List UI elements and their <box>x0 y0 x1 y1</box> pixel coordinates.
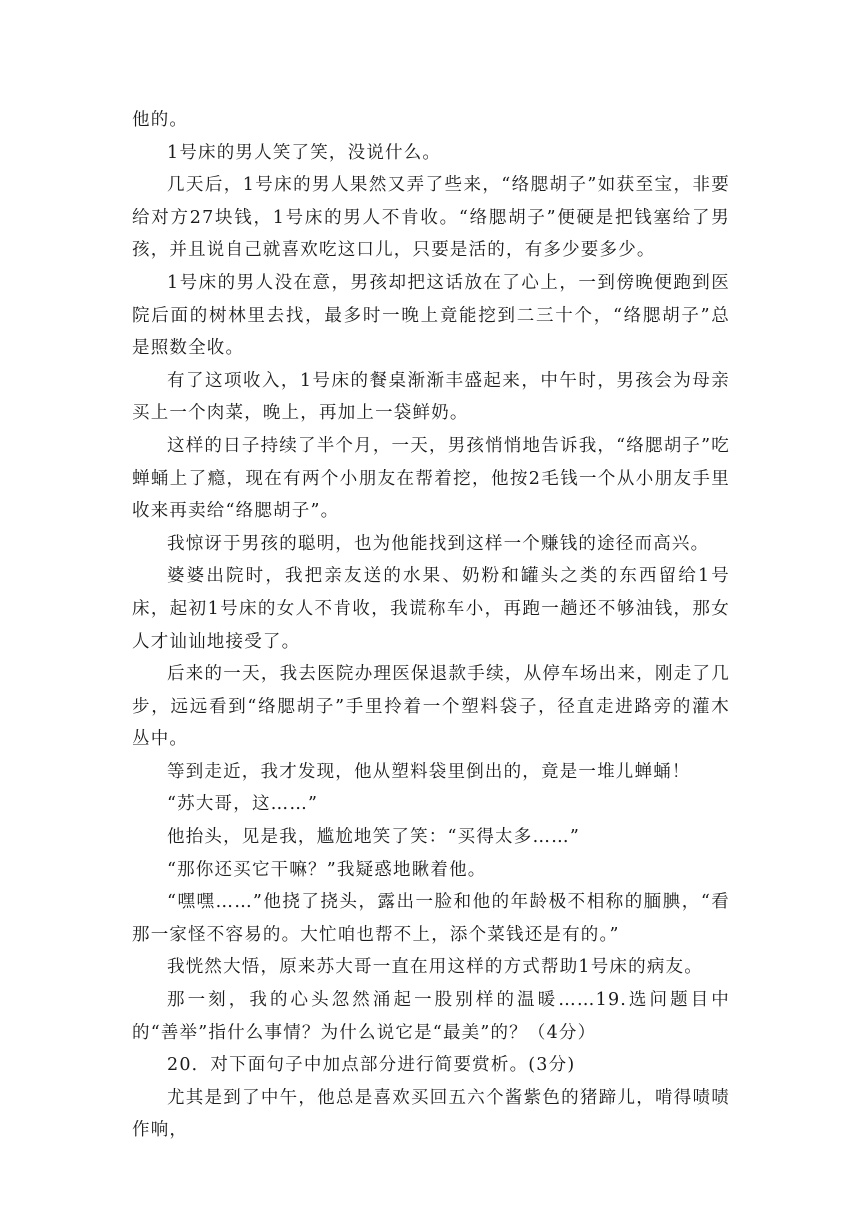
quoted-sentence: 尤其是到了中午，他总是喜欢买回五六个酱紫色的猪蹄儿，啃得啧啧作响， <box>132 1087 730 1141</box>
paragraph: 他抬头，见是我，尴尬地笑了笑：“买得太多……” <box>167 827 580 848</box>
question-paragraph: 那一刻，我的心头忽然涌起一股别样的温暖……19.选问题目中的“善举”指什么事情？为什么说它是“最美”的？（4分） <box>132 990 730 1043</box>
paragraph: “嘿嘿……”他挠了挠头，露出一脸和他的年龄极不相称的腼腆，“看那一家怪不容易的。大忙咱也帮不上，添个菜钱还是有的。” <box>132 892 730 945</box>
paragraph: “苏大哥，这……” <box>167 794 319 815</box>
paragraph: 1号床的男人笑了笑，没说什么。 <box>167 142 442 163</box>
paragraph: 他的。 <box>132 110 189 130</box>
paragraph: “那你还买它干嘛？”我疑惑地瞅着他。 <box>167 859 487 880</box>
paragraph: 几天后，1号床的男人果然又弄了些来，“络腮胡子”如获至宝，非要给对方27块钱，1号床的男人不肯收。“络腮胡子”便硬是把钱塞给了男孩，并且说自己就喜欢吃这口儿，只要是活的，有多少要多少。 <box>132 175 730 261</box>
paragraph: 后来的一天，我去医院办理医保退款手续，从停车场出来，刚走了几步，远远看到“络腮胡子”手里拎着一个塑料袋子，径直走进路旁的灌木丛中。 <box>132 664 730 750</box>
paragraph: 这样的日子持续了半个月，一天，男孩悄悄地告诉我，“络腮胡子”吃蝉蛹上了瘾，现在有两个小朋友在帮着挖，他按2毛钱一个从小朋友手里收来再卖给“络腮胡子”。 <box>132 435 730 522</box>
paragraph: 1号床的男人没在意，男孩却把这话放在了心上，一到傍晚便跑到医院后面的树林里去找，最多时一晚上竟能挖到二三十个，“络腮胡子”总是照数全收。 <box>132 272 730 359</box>
paragraph: 有了这项收入，1号床的餐桌渐渐丰盛起来，中午时，男孩会为母亲买上一个肉菜，晚上，再加上一袋鲜奶。 <box>132 370 730 424</box>
paragraph: 婆婆出院时，我把亲友送的水果、奶粉和罐头之类的东西留给1号床，起初1号床的女人不肯收，我谎称车小，再跑一趟还不够油钱，那女人才讪讪地接受了。 <box>132 566 730 652</box>
paragraph: 我惊讶于男孩的聪明，也为他能找到这样一个赚钱的途径而高兴。 <box>167 533 710 554</box>
question-paragraph: 20．对下面句子中加点部分进行简要赏析。(3分) <box>167 1055 576 1076</box>
paragraph: 我恍然大悟，原来苏大哥一直在用这样的方式帮助1号床的病友。 <box>167 957 703 978</box>
paragraph: 等到走近，我才发现，他从塑料袋里倒出的，竟是一堆儿蝉蛹！ <box>167 761 691 782</box>
document-page <box>132 104 730 1147</box>
